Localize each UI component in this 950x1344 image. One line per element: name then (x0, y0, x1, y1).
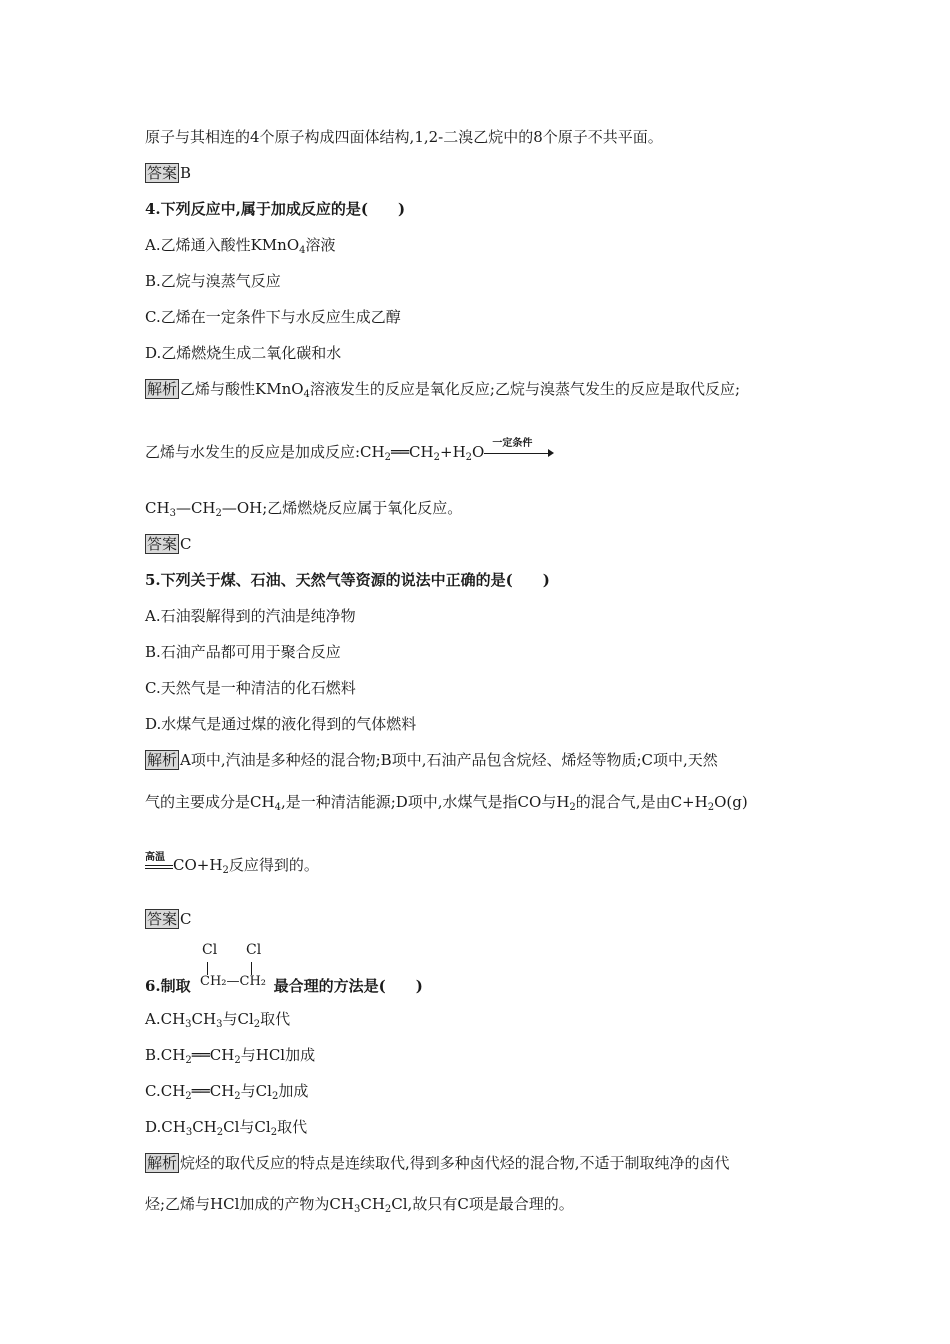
reaction-arrow: 一定条件 (484, 443, 554, 463)
q4-option-b: B.乙烷与溴蒸气反应 (145, 272, 281, 290)
q4-option-c: C.乙烯在一定条件下与水反应生成乙醇 (145, 308, 401, 326)
answer-q5: 答案 C (147, 910, 192, 928)
q5-analysis-line3: 高温 $CO+H_2$反应得到的。 (145, 852, 319, 876)
q6-analysis-line2: 烃;乙烯与HCl加成的产物为$CH_3CH_2Cl$,故只有C项是最合理的。 (145, 1195, 574, 1215)
answer-tag: 答案 (147, 164, 178, 182)
q4-analysis-line3: $CH_3—CH_2—OH$;乙烯燃烧反应属于氧化反应。 (145, 499, 463, 519)
q5-analysis-line1: 解析 A项中,汽油是多种烃的混合物;B项中,石油产品包含烷烃、烯烃等物质;C项中,天然 (147, 751, 718, 769)
q4-option-d: D.乙烯燃烧生成二氧化碳和水 (145, 344, 342, 362)
analysis-tag: 解析 (147, 1154, 178, 1172)
analysis-tag: 解析 (147, 380, 178, 398)
q6-option-b: $B.CH_2══CH_2$与HCl加成 (145, 1046, 316, 1066)
answer-tag: 答案 (147, 910, 178, 928)
question-6-stem: 6.制取 最合理的方法是( ) (145, 977, 423, 995)
answer-q4: 答案 C (147, 535, 192, 553)
q5-option-b: B.石油产品都可用于聚合反应 (145, 643, 341, 661)
q6-analysis-line1: 解析 烷烃的取代反应的特点是连续取代,得到多种卤代烃的混合物,不适于制取纯净的卤代 (147, 1154, 730, 1172)
q6-option-a: $A.CH_3CH_3$与$Cl_2$取代 (145, 1010, 291, 1030)
question-4-stem: 4.下列反应中,属于加成反应的是( ) (145, 200, 406, 218)
q5-option-c: C.天然气是一种清洁的化石燃料 (145, 679, 356, 697)
q6-option-d: $D.CH_3CH_2Cl$与$Cl_2$取代 (145, 1118, 308, 1138)
answer-q3: 答案 B (147, 164, 192, 182)
q5-option-d: D.水煤气是通过煤的液化得到的气体燃料 (145, 715, 417, 733)
answer-tag: 答案 (147, 535, 178, 553)
high-temp-equals: 高温 (145, 856, 173, 876)
q4-analysis-line2: 乙烯与水发生的反应是加成反应$:CH_2══CH_2+H_2O$ 一定条件 (145, 442, 554, 463)
q5-option-a: A.石油裂解得到的汽油是纯净物 (145, 607, 356, 625)
analysis-tag: 解析 (147, 751, 178, 769)
line-continued: 原子与其相连的4个原子构成四面体结构,1,2-二溴乙烷中的8个原子不共平面。 (145, 128, 663, 146)
dichloroethane-structure: Cl Cl CH₂—CH₂ (200, 942, 266, 989)
q4-option-a: A.乙烯通入酸性KMnO$_4$溶液 (145, 236, 336, 256)
q6-option-c: $C.CH_2══CH_2$与$Cl_2$加成 (145, 1082, 309, 1102)
question-5-stem: 5.下列关于煤、石油、天然气等资源的说法中正确的是( ) (145, 571, 550, 589)
q4-analysis-line1: 解析 乙烯与酸性KMnO$_4$溶液发生的反应是氧化反应;乙烷与溴蒸气发生的反应是取代反应; (147, 380, 741, 400)
q5-analysis-line2: 气的主要成分是$CH_4$,是一种清洁能源;D项中,水煤气是指CO与$H_2$的混合气,是由$C+H_2O(g)$ (145, 793, 748, 813)
